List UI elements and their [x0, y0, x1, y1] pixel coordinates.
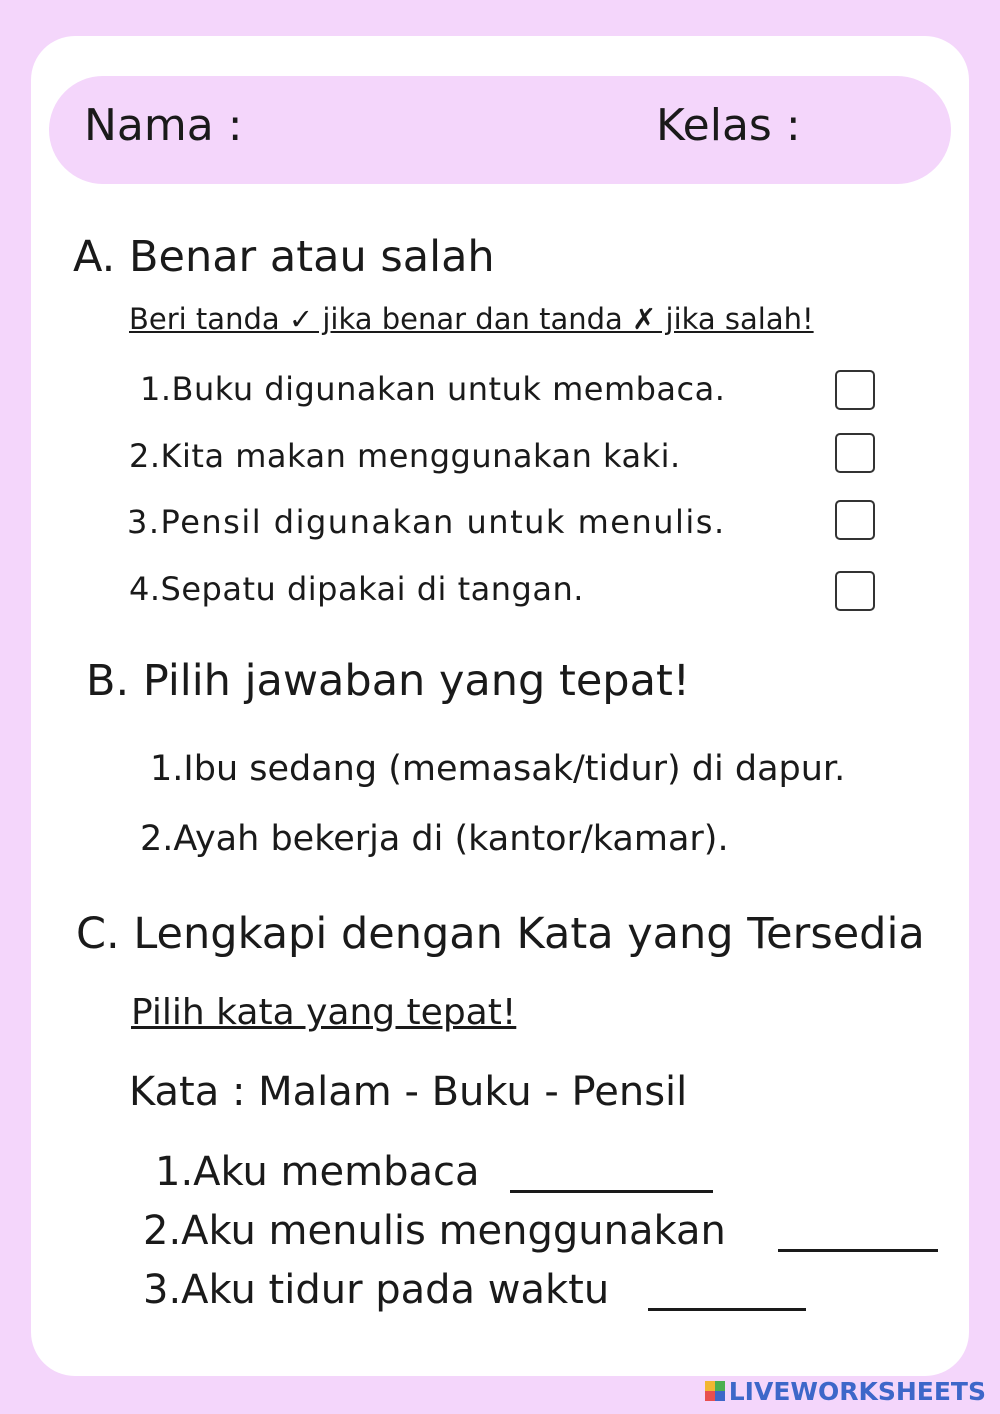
- item-text: Kita makan menggunakan kaki.: [160, 437, 681, 475]
- fill-item-1: [155, 1149, 479, 1195]
- item-number: 3.: [127, 503, 161, 541]
- item-text: Aku tidur pada waktu: [181, 1267, 610, 1313]
- tf-checkbox-1[interactable]: [835, 370, 875, 410]
- liveworksheets-watermark: [705, 1376, 986, 1406]
- word-bank: Kata : Malam - Buku - Pensil: [129, 1069, 688, 1115]
- item-number: 3.: [143, 1267, 182, 1313]
- answer-blank-2[interactable]: [778, 1249, 938, 1252]
- tf-item-1: [140, 370, 725, 408]
- tf-checkbox-3[interactable]: [835, 500, 875, 540]
- section-c-instruction: Pilih kata yang tepat!: [131, 992, 517, 1033]
- item-text: Sepatu dipakai di tangan.: [160, 570, 584, 608]
- fill-item-3: [143, 1267, 609, 1313]
- tf-item-2: [129, 437, 681, 475]
- item-number: 4.: [129, 570, 161, 608]
- mc-item-2: [140, 819, 729, 859]
- item-number: 2.: [143, 1208, 182, 1254]
- item-number: 1.: [155, 1149, 194, 1195]
- fill-item-2: [143, 1208, 726, 1254]
- item-text: Buku digunakan untuk membaca.: [171, 370, 726, 408]
- item-number: 1.: [150, 749, 184, 789]
- item-text: Ibu sedang (memasak/tidur) di dapur.: [183, 749, 846, 789]
- item-number: 2.: [140, 819, 174, 859]
- item-text: Ayah bekerja di (kantor/kamar).: [173, 819, 729, 859]
- answer-blank-3[interactable]: [648, 1308, 806, 1311]
- name-label: Nama :: [84, 100, 243, 151]
- liveworksheets-logo-icon: [705, 1381, 725, 1401]
- watermark-text: LIVEWORKSHEETS: [728, 1376, 986, 1406]
- tf-checkbox-4[interactable]: [835, 571, 875, 611]
- item-text: Pensil digunakan untuk menulis.: [160, 503, 726, 541]
- mc-item-1: [150, 749, 845, 789]
- section-a-title: A. Benar atau salah: [73, 232, 495, 282]
- item-number: 1.: [140, 370, 172, 408]
- tf-item-3: [127, 503, 726, 541]
- tf-checkbox-2[interactable]: [835, 433, 875, 473]
- answer-blank-1[interactable]: [510, 1190, 713, 1193]
- section-b-title: B. Pilih jawaban yang tepat!: [86, 656, 691, 706]
- tf-item-4: [129, 570, 584, 608]
- item-number: 2.: [129, 437, 161, 475]
- class-label: Kelas :: [656, 100, 801, 151]
- section-a-instruction: Beri tanda ✓ jika benar dan tanda ✗ jika salah!: [129, 302, 814, 336]
- item-text: Aku membaca: [193, 1149, 480, 1195]
- section-c-title: C. Lengkapi dengan Kata yang Tersedia: [76, 909, 925, 959]
- item-text: Aku menulis menggunakan: [181, 1208, 726, 1254]
